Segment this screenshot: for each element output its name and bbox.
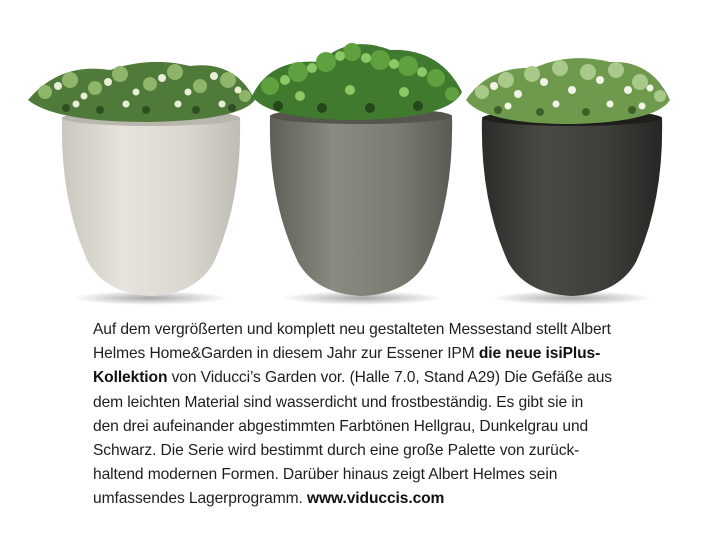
article-highlight: www.viduccis.com: [306, 490, 445, 508]
pot-dark-grey: [270, 108, 452, 296]
article-segment: den drei aufeinander abgestimmten Farbtönen Hellgrau, Dunkelgrau und: [93, 417, 589, 435]
article-text: [93, 318, 653, 512]
article-line: [93, 391, 653, 415]
article-line: [93, 342, 653, 366]
article-segment: umfassendes Lagerprogramm.: [93, 490, 307, 508]
article-segment: Helmes Home&Garden in diesem Jahr zur Essener IPM: [93, 345, 479, 363]
article-highlight: die neue isiPlus-: [478, 345, 601, 363]
article-line: [93, 463, 653, 487]
article-segment: haltend modernen Formen. Darüber hinaus zeigt Albert Helmes sein: [93, 466, 558, 484]
article-segment: Auf dem vergrößerten und komplett neu gestalteten Messestand stellt Albert: [93, 321, 611, 338]
article-line: [93, 439, 653, 463]
article-segment: von Viducci’s Garden vor. (Halle 7.0, Stand A29) Die Gefäße aus: [167, 369, 612, 387]
article-segment: dem leichten Material sind wasserdicht und frostbeständig. Es gibt sie in: [93, 393, 584, 411]
article-line: [93, 415, 653, 439]
article-line: [93, 366, 653, 390]
article-highlight: Kollektion: [93, 369, 168, 387]
plant-variegated: [28, 62, 255, 122]
plant-green: [252, 43, 462, 120]
article-segment: Schwarz. Die Serie wird bestimmt durch eine große Palette von zurück-: [93, 442, 580, 460]
article-line: [93, 318, 653, 342]
plant-light-variegated: [466, 58, 670, 124]
pot-black: [482, 110, 662, 296]
pot-light-grey: [62, 110, 240, 296]
article-line: [93, 487, 653, 511]
